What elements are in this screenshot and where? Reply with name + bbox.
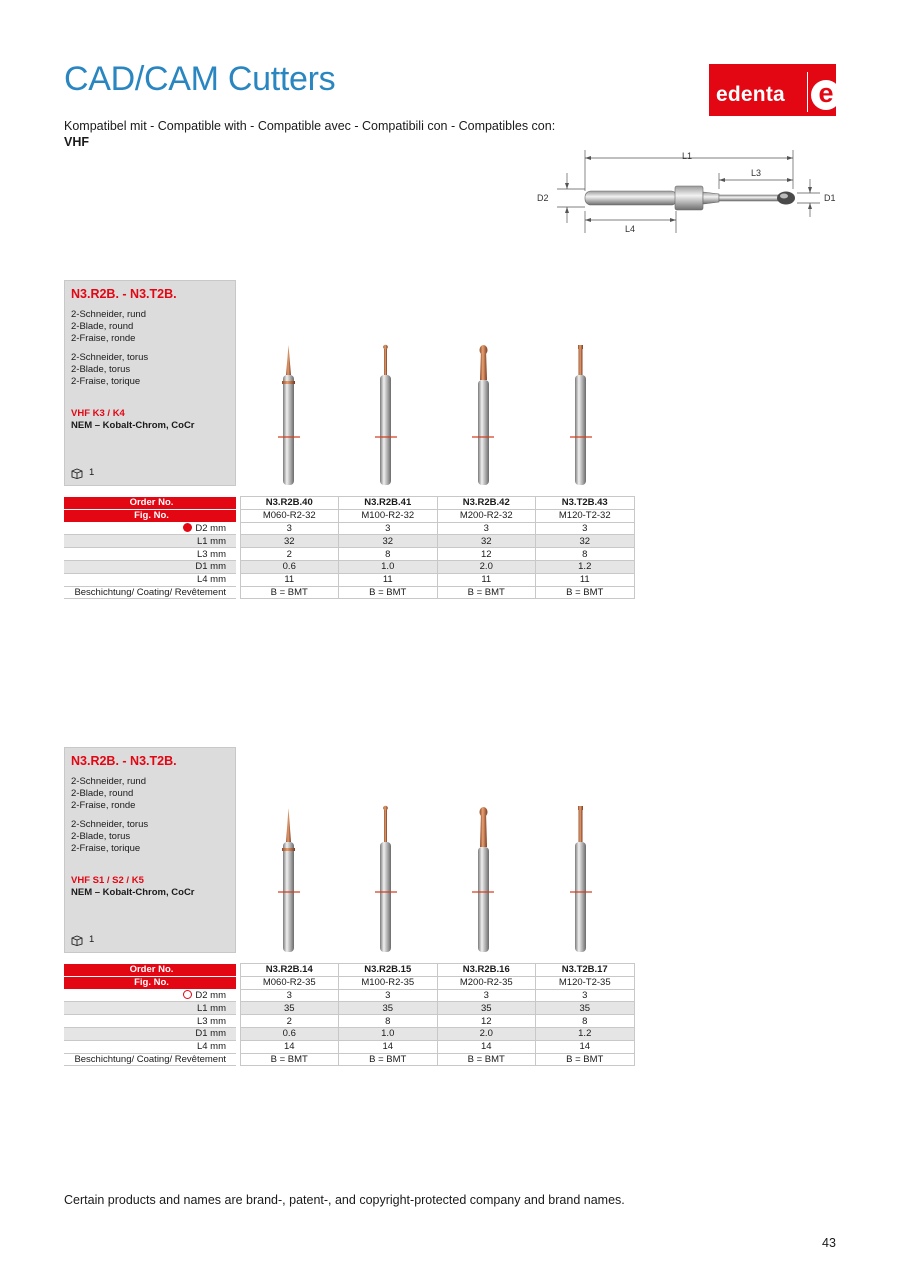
cell: 35	[240, 1002, 339, 1015]
row-label: L4 mm	[64, 573, 236, 586]
cutter-3	[472, 345, 494, 485]
cutter-1	[278, 345, 300, 485]
label-l1: L1	[682, 151, 693, 161]
cell: 35	[437, 1002, 536, 1015]
desc-line: 2-Fraise, torique	[71, 843, 141, 854]
order-number: N3.R2B.16	[437, 964, 536, 977]
round-description	[71, 776, 229, 812]
fig-number: M060-R2-32	[240, 509, 339, 522]
cell: 14	[240, 1040, 339, 1053]
desc-line: 2-Blade, round	[71, 321, 134, 332]
table-row-l1	[64, 1002, 634, 1015]
fig-number: M100-R2-35	[339, 976, 438, 989]
row-label: Order No.	[64, 497, 236, 510]
row-label-text: D2 mm	[195, 522, 226, 534]
product-code-range: N3.R2B. - N3.T2B.	[71, 754, 177, 768]
pack-qty-value: 1	[89, 934, 95, 945]
round-description	[71, 309, 229, 345]
package-icon	[71, 935, 83, 946]
cell: 8	[339, 548, 438, 561]
label-d1: D1	[824, 193, 836, 203]
cell: 32	[437, 535, 536, 548]
order-number: N3.R2B.15	[339, 964, 438, 977]
row-label: D1 mm	[64, 1027, 236, 1040]
table-row-l3	[64, 548, 634, 561]
table-row-d2	[64, 522, 634, 535]
desc-line: 2-Fraise, torique	[71, 376, 141, 387]
product-info-box	[64, 747, 236, 953]
cell: 12	[437, 1015, 536, 1028]
torus-description	[71, 352, 229, 388]
cell: 2.0	[437, 560, 536, 573]
package-icon	[71, 468, 83, 479]
cell: 3	[536, 989, 635, 1002]
product-info-box	[64, 280, 236, 486]
desc-line: 2-Schneider, torus	[71, 819, 149, 830]
row-label: Fig. No.	[64, 976, 236, 989]
cutter-dimension-diagram	[535, 145, 840, 240]
cell: B = BMT	[437, 586, 536, 599]
desc-line: 2-Schneider, rund	[71, 309, 146, 320]
cell: 3	[339, 989, 438, 1002]
order-number: N3.T2B.17	[536, 964, 635, 977]
cell: B = BMT	[437, 1053, 536, 1066]
spec-table	[64, 496, 635, 599]
table-row-l3	[64, 1015, 634, 1028]
spec-table	[64, 963, 635, 1066]
cell: B = BMT	[339, 1053, 438, 1066]
row-label	[64, 522, 236, 535]
cutter-images	[242, 335, 636, 490]
compatible-line: Kompatibel mit - Compatible with - Compatible avec - Compatibili con - Compatibles con:	[64, 119, 556, 133]
row-label: Fig. No.	[64, 509, 236, 522]
row-label: Order No.	[64, 964, 236, 977]
cell: 8	[536, 548, 635, 561]
cell: 0.6	[240, 560, 339, 573]
desc-line: 2-Blade, torus	[71, 364, 131, 375]
pack-quantity	[71, 934, 94, 946]
fig-number: M120-T2-32	[536, 509, 635, 522]
cell: 8	[536, 1015, 635, 1028]
order-number: N3.R2B.41	[339, 497, 438, 510]
brand-name: edenta	[716, 82, 785, 106]
desc-line: 2-Fraise, ronde	[71, 800, 136, 811]
row-label-text: D2 mm	[195, 989, 226, 1001]
fig-number: M200-R2-35	[437, 976, 536, 989]
order-number: N3.R2B.40	[240, 497, 339, 510]
cell: 11	[339, 573, 438, 586]
row-label: L4 mm	[64, 1040, 236, 1053]
label-d2: D2	[537, 193, 549, 203]
table-row-fig	[64, 509, 634, 522]
cell: 14	[536, 1040, 635, 1053]
table-row-order	[64, 497, 634, 510]
product-code-range: N3.R2B. - N3.T2B.	[71, 287, 177, 301]
row-label: L1 mm	[64, 535, 236, 548]
table-row-fig	[64, 976, 634, 989]
row-label: Beschichtung/ Coating/ Revêtement	[64, 1053, 236, 1066]
shank-ring-icon	[183, 990, 192, 999]
cell: 1.2	[536, 560, 635, 573]
edenta-logo	[709, 64, 836, 116]
table-row-d1	[64, 560, 634, 573]
cell: B = BMT	[339, 586, 438, 599]
cell: 1.2	[536, 1027, 635, 1040]
table-row-d1	[64, 1027, 634, 1040]
table-row-order	[64, 964, 634, 977]
torus-description	[71, 819, 229, 855]
page-number: 43	[822, 1236, 836, 1250]
cell: B = BMT	[536, 1053, 635, 1066]
cutter-4	[570, 806, 592, 952]
machine-compat: VHF K3 / K4	[71, 408, 125, 419]
cell: 8	[339, 1015, 438, 1028]
cell: 2	[240, 548, 339, 561]
cutter-1	[278, 808, 300, 952]
brand-mark: e	[811, 80, 841, 110]
order-number: N3.R2B.14	[240, 964, 339, 977]
table-row-d2	[64, 989, 634, 1002]
table-row-l1	[64, 535, 634, 548]
page-title: CAD/CAM Cutters	[64, 60, 336, 98]
cell: 32	[339, 535, 438, 548]
cell: 3	[240, 522, 339, 535]
compatible-system: VHF	[64, 135, 89, 149]
compatibility-note	[64, 118, 555, 150]
desc-line: 2-Blade, torus	[71, 831, 131, 842]
table-row-l4	[64, 1040, 634, 1053]
desc-line: 2-Fraise, ronde	[71, 333, 136, 344]
footer-note: Certain products and names are brand-, patent-, and copyright-protected company and brand names.	[64, 1193, 625, 1207]
row-label: L3 mm	[64, 548, 236, 561]
row-label: D1 mm	[64, 560, 236, 573]
table-row-coating	[64, 1053, 634, 1066]
cutter-images	[242, 802, 636, 957]
cell: 3	[437, 989, 536, 1002]
row-label: L1 mm	[64, 1002, 236, 1015]
row-label: L3 mm	[64, 1015, 236, 1028]
cell: B = BMT	[240, 1053, 339, 1066]
cell: 0.6	[240, 1027, 339, 1040]
cell: 35	[339, 1002, 438, 1015]
cutter-2	[375, 345, 397, 485]
cutter-2	[375, 806, 397, 952]
table-row-l4	[64, 573, 634, 586]
cell: 2	[240, 1015, 339, 1028]
logo-divider	[807, 72, 808, 112]
desc-line: 2-Blade, round	[71, 788, 134, 799]
label-l3: L3	[751, 168, 762, 178]
desc-line: 2-Schneider, torus	[71, 352, 149, 363]
cell: 12	[437, 548, 536, 561]
cell: 3	[536, 522, 635, 535]
cell: 2.0	[437, 1027, 536, 1040]
cell: B = BMT	[240, 586, 339, 599]
material: NEM – Kobalt-Chrom, CoCr	[71, 887, 195, 898]
label-l4: L4	[625, 224, 636, 234]
row-label	[64, 989, 236, 1002]
table-row-coating	[64, 586, 634, 599]
cell: 11	[536, 573, 635, 586]
fig-number: M100-R2-32	[339, 509, 438, 522]
cell: 14	[437, 1040, 536, 1053]
order-number: N3.T2B.43	[536, 497, 635, 510]
material: NEM – Kobalt-Chrom, CoCr	[71, 420, 195, 431]
order-number: N3.R2B.42	[437, 497, 536, 510]
fig-number: M060-R2-35	[240, 976, 339, 989]
cutter-4	[570, 345, 592, 485]
cell: 1.0	[339, 560, 438, 573]
shank-dot-icon	[183, 523, 192, 532]
pack-quantity	[71, 467, 94, 479]
cell: 11	[240, 573, 339, 586]
cell: 32	[240, 535, 339, 548]
cell: 3	[240, 989, 339, 1002]
cell: 11	[437, 573, 536, 586]
row-label: Beschichtung/ Coating/ Revêtement	[64, 586, 236, 599]
desc-line: 2-Schneider, rund	[71, 776, 146, 787]
cutter-3	[472, 807, 494, 952]
cell: 32	[536, 535, 635, 548]
cell: 3	[437, 522, 536, 535]
cell: 14	[339, 1040, 438, 1053]
cell: 3	[339, 522, 438, 535]
cell: 1.0	[339, 1027, 438, 1040]
cell: B = BMT	[536, 586, 635, 599]
fig-number: M200-R2-32	[437, 509, 536, 522]
cell: 35	[536, 1002, 635, 1015]
machine-compat: VHF S1 / S2 / K5	[71, 875, 144, 886]
pack-qty-value: 1	[89, 467, 95, 478]
fig-number: M120-T2-35	[536, 976, 635, 989]
